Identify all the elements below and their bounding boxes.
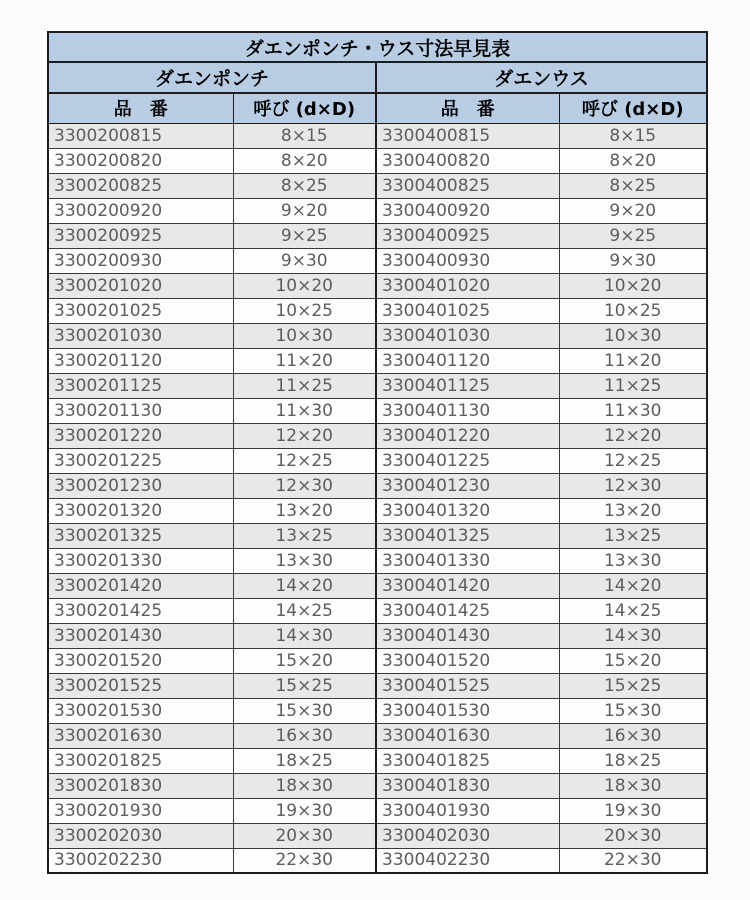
punch-part-number-cell: 3300202230 bbox=[48, 848, 233, 873]
die-part-number-cell: 3300402230 bbox=[376, 848, 559, 873]
table-row bbox=[48, 398, 707, 423]
die-part-number-cell: 3300401225 bbox=[376, 448, 559, 473]
punch-size-cell: 12×25 bbox=[233, 448, 376, 473]
die-part-number-cell: 3300401120 bbox=[376, 348, 559, 373]
die-size-cell: 10×25 bbox=[559, 298, 707, 323]
punch-size-cell: 10×20 bbox=[233, 273, 376, 298]
table-row bbox=[48, 473, 707, 498]
die-size-cell: 8×25 bbox=[559, 173, 707, 198]
punch-part-number-cell: 3300201530 bbox=[48, 698, 233, 723]
punch-size-cell: 8×25 bbox=[233, 173, 376, 198]
die-part-number-cell: 3300401220 bbox=[376, 423, 559, 448]
punch-part-number-cell: 3300200815 bbox=[48, 123, 233, 148]
die-part-number-cell: 3300401525 bbox=[376, 673, 559, 698]
die-size-cell: 9×20 bbox=[559, 198, 707, 223]
table-row bbox=[48, 623, 707, 648]
table-row bbox=[48, 673, 707, 698]
punch-size-cell: 18×30 bbox=[233, 773, 376, 798]
die-size-cell: 18×30 bbox=[559, 773, 707, 798]
die-part-number-cell: 3300401630 bbox=[376, 723, 559, 748]
die-size-cell: 19×30 bbox=[559, 798, 707, 823]
table-row bbox=[48, 323, 707, 348]
die-part-number-cell: 3300401930 bbox=[376, 798, 559, 823]
table-row bbox=[48, 223, 707, 248]
die-size-cell: 12×30 bbox=[559, 473, 707, 498]
die-part-number-cell: 3300401530 bbox=[376, 698, 559, 723]
table-row bbox=[48, 273, 707, 298]
table-row bbox=[48, 498, 707, 523]
table-title: ダエンポンチ・ウス寸法早見表 bbox=[48, 32, 707, 62]
die-size-cell: 15×30 bbox=[559, 698, 707, 723]
table-row bbox=[48, 198, 707, 223]
punch-part-number-cell: 3300201030 bbox=[48, 323, 233, 348]
punch-size-cell: 13×20 bbox=[233, 498, 376, 523]
table-row bbox=[48, 373, 707, 398]
punch-size-cell: 14×25 bbox=[233, 598, 376, 623]
punch-part-number-cell: 3300201630 bbox=[48, 723, 233, 748]
table-row bbox=[48, 573, 707, 598]
punch-size-cell: 8×20 bbox=[233, 148, 376, 173]
table-row bbox=[48, 448, 707, 473]
punch-part-number-cell: 3300201325 bbox=[48, 523, 233, 548]
table-row bbox=[48, 123, 707, 148]
table-row bbox=[48, 698, 707, 723]
punch-size-cell: 9×20 bbox=[233, 198, 376, 223]
punch-size-cell: 14×30 bbox=[233, 623, 376, 648]
die-size-cell: 13×20 bbox=[559, 498, 707, 523]
punch-size-cell: 12×30 bbox=[233, 473, 376, 498]
die-part-number-cell: 3300401420 bbox=[376, 573, 559, 598]
punch-size-cell: 11×30 bbox=[233, 398, 376, 423]
table-row bbox=[48, 248, 707, 273]
punch-part-number-cell: 3300201225 bbox=[48, 448, 233, 473]
punch-size-cell: 16×30 bbox=[233, 723, 376, 748]
table-row bbox=[48, 648, 707, 673]
die-size-cell: 11×30 bbox=[559, 398, 707, 423]
table-title-row bbox=[48, 32, 707, 62]
die-part-number-cell: 3300401520 bbox=[376, 648, 559, 673]
punch-part-number-cell: 3300200825 bbox=[48, 173, 233, 198]
punch-part-number-cell: 3300200820 bbox=[48, 148, 233, 173]
die-size-cell: 13×25 bbox=[559, 523, 707, 548]
punch-part-number-cell: 3300200920 bbox=[48, 198, 233, 223]
table-row bbox=[48, 148, 707, 173]
punch-size-cell: 15×25 bbox=[233, 673, 376, 698]
die-part-number-cell: 3300401230 bbox=[376, 473, 559, 498]
punch-part-number-cell: 3300201320 bbox=[48, 498, 233, 523]
punch-size-cell: 15×30 bbox=[233, 698, 376, 723]
punch-size-cell: 22×30 bbox=[233, 848, 376, 873]
punch-size-cell: 8×15 bbox=[233, 123, 376, 148]
die-size-cell: 18×25 bbox=[559, 748, 707, 773]
table-row bbox=[48, 348, 707, 373]
table-row bbox=[48, 748, 707, 773]
punch-size-cell: 14×20 bbox=[233, 573, 376, 598]
table-body bbox=[48, 123, 707, 873]
punch-size-cell: 13×30 bbox=[233, 548, 376, 573]
column-header-row bbox=[48, 93, 707, 123]
die-size-cell: 8×15 bbox=[559, 123, 707, 148]
table-row bbox=[48, 548, 707, 573]
column-header-punch-part-number: 品 番 bbox=[48, 93, 233, 123]
group-header-punch: ダエンポンチ bbox=[48, 62, 376, 93]
die-part-number-cell: 3300401125 bbox=[376, 373, 559, 398]
group-header-row bbox=[48, 62, 707, 93]
die-size-cell: 15×25 bbox=[559, 673, 707, 698]
die-size-cell: 11×20 bbox=[559, 348, 707, 373]
die-part-number-cell: 3300401130 bbox=[376, 398, 559, 423]
punch-size-cell: 15×20 bbox=[233, 648, 376, 673]
die-size-cell: 16×30 bbox=[559, 723, 707, 748]
punch-part-number-cell: 3300201230 bbox=[48, 473, 233, 498]
punch-size-cell: 11×25 bbox=[233, 373, 376, 398]
table-row bbox=[48, 173, 707, 198]
die-size-cell: 11×25 bbox=[559, 373, 707, 398]
die-part-number-cell: 3300401430 bbox=[376, 623, 559, 648]
die-size-cell: 10×20 bbox=[559, 273, 707, 298]
punch-size-cell: 12×20 bbox=[233, 423, 376, 448]
punch-part-number-cell: 3300201130 bbox=[48, 398, 233, 423]
die-size-cell: 8×20 bbox=[559, 148, 707, 173]
die-part-number-cell: 3300400820 bbox=[376, 148, 559, 173]
die-size-cell: 14×25 bbox=[559, 598, 707, 623]
die-size-cell: 14×20 bbox=[559, 573, 707, 598]
table-row bbox=[48, 823, 707, 848]
die-size-cell: 12×25 bbox=[559, 448, 707, 473]
die-size-cell: 10×30 bbox=[559, 323, 707, 348]
table-row bbox=[48, 298, 707, 323]
punch-size-cell: 19×30 bbox=[233, 798, 376, 823]
group-header-die: ダエンウス bbox=[376, 62, 707, 93]
table-row bbox=[48, 423, 707, 448]
die-part-number-cell: 3300401425 bbox=[376, 598, 559, 623]
column-header-punch-size: 呼び (d×D) bbox=[233, 93, 376, 123]
die-size-cell: 9×25 bbox=[559, 223, 707, 248]
die-size-cell: 13×30 bbox=[559, 548, 707, 573]
die-part-number-cell: 3300401825 bbox=[376, 748, 559, 773]
punch-part-number-cell: 3300201930 bbox=[48, 798, 233, 823]
table-row bbox=[48, 773, 707, 798]
punch-part-number-cell: 3300201825 bbox=[48, 748, 233, 773]
punch-part-number-cell: 3300201830 bbox=[48, 773, 233, 798]
die-size-cell: 12×20 bbox=[559, 423, 707, 448]
die-size-cell: 9×30 bbox=[559, 248, 707, 273]
die-part-number-cell: 3300400815 bbox=[376, 123, 559, 148]
punch-part-number-cell: 3300201330 bbox=[48, 548, 233, 573]
punch-part-number-cell: 3300202030 bbox=[48, 823, 233, 848]
punch-part-number-cell: 3300201125 bbox=[48, 373, 233, 398]
punch-part-number-cell: 3300201430 bbox=[48, 623, 233, 648]
die-part-number-cell: 3300401025 bbox=[376, 298, 559, 323]
punch-part-number-cell: 3300201420 bbox=[48, 573, 233, 598]
size-reference-table bbox=[47, 31, 708, 874]
punch-part-number-cell: 3300201425 bbox=[48, 598, 233, 623]
punch-size-cell: 20×30 bbox=[233, 823, 376, 848]
die-part-number-cell: 3300401830 bbox=[376, 773, 559, 798]
table-row bbox=[48, 598, 707, 623]
punch-part-number-cell: 3300201525 bbox=[48, 673, 233, 698]
punch-part-number-cell: 3300200930 bbox=[48, 248, 233, 273]
die-size-cell: 22×30 bbox=[559, 848, 707, 873]
punch-size-cell: 9×25 bbox=[233, 223, 376, 248]
punch-size-cell: 11×20 bbox=[233, 348, 376, 373]
die-size-cell: 14×30 bbox=[559, 623, 707, 648]
die-part-number-cell: 3300401030 bbox=[376, 323, 559, 348]
table-row bbox=[48, 723, 707, 748]
die-part-number-cell: 3300400825 bbox=[376, 173, 559, 198]
die-part-number-cell: 3300401020 bbox=[376, 273, 559, 298]
punch-part-number-cell: 3300201120 bbox=[48, 348, 233, 373]
punch-size-cell: 18×25 bbox=[233, 748, 376, 773]
die-part-number-cell: 3300401320 bbox=[376, 498, 559, 523]
die-part-number-cell: 3300402030 bbox=[376, 823, 559, 848]
die-part-number-cell: 3300401330 bbox=[376, 548, 559, 573]
punch-part-number-cell: 3300201220 bbox=[48, 423, 233, 448]
die-part-number-cell: 3300400930 bbox=[376, 248, 559, 273]
punch-size-cell: 10×25 bbox=[233, 298, 376, 323]
punch-size-cell: 10×30 bbox=[233, 323, 376, 348]
punch-size-cell: 13×25 bbox=[233, 523, 376, 548]
punch-part-number-cell: 3300200925 bbox=[48, 223, 233, 248]
die-size-cell: 15×20 bbox=[559, 648, 707, 673]
column-header-die-part-number: 品 番 bbox=[376, 93, 559, 123]
punch-part-number-cell: 3300201520 bbox=[48, 648, 233, 673]
punch-part-number-cell: 3300201025 bbox=[48, 298, 233, 323]
table-row bbox=[48, 798, 707, 823]
punch-size-cell: 9×30 bbox=[233, 248, 376, 273]
table-row bbox=[48, 523, 707, 548]
die-part-number-cell: 3300400920 bbox=[376, 198, 559, 223]
column-header-die-size: 呼び (d×D) bbox=[559, 93, 707, 123]
table-row bbox=[48, 848, 707, 873]
punch-part-number-cell: 3300201020 bbox=[48, 273, 233, 298]
die-part-number-cell: 3300400925 bbox=[376, 223, 559, 248]
die-size-cell: 20×30 bbox=[559, 823, 707, 848]
die-part-number-cell: 3300401325 bbox=[376, 523, 559, 548]
